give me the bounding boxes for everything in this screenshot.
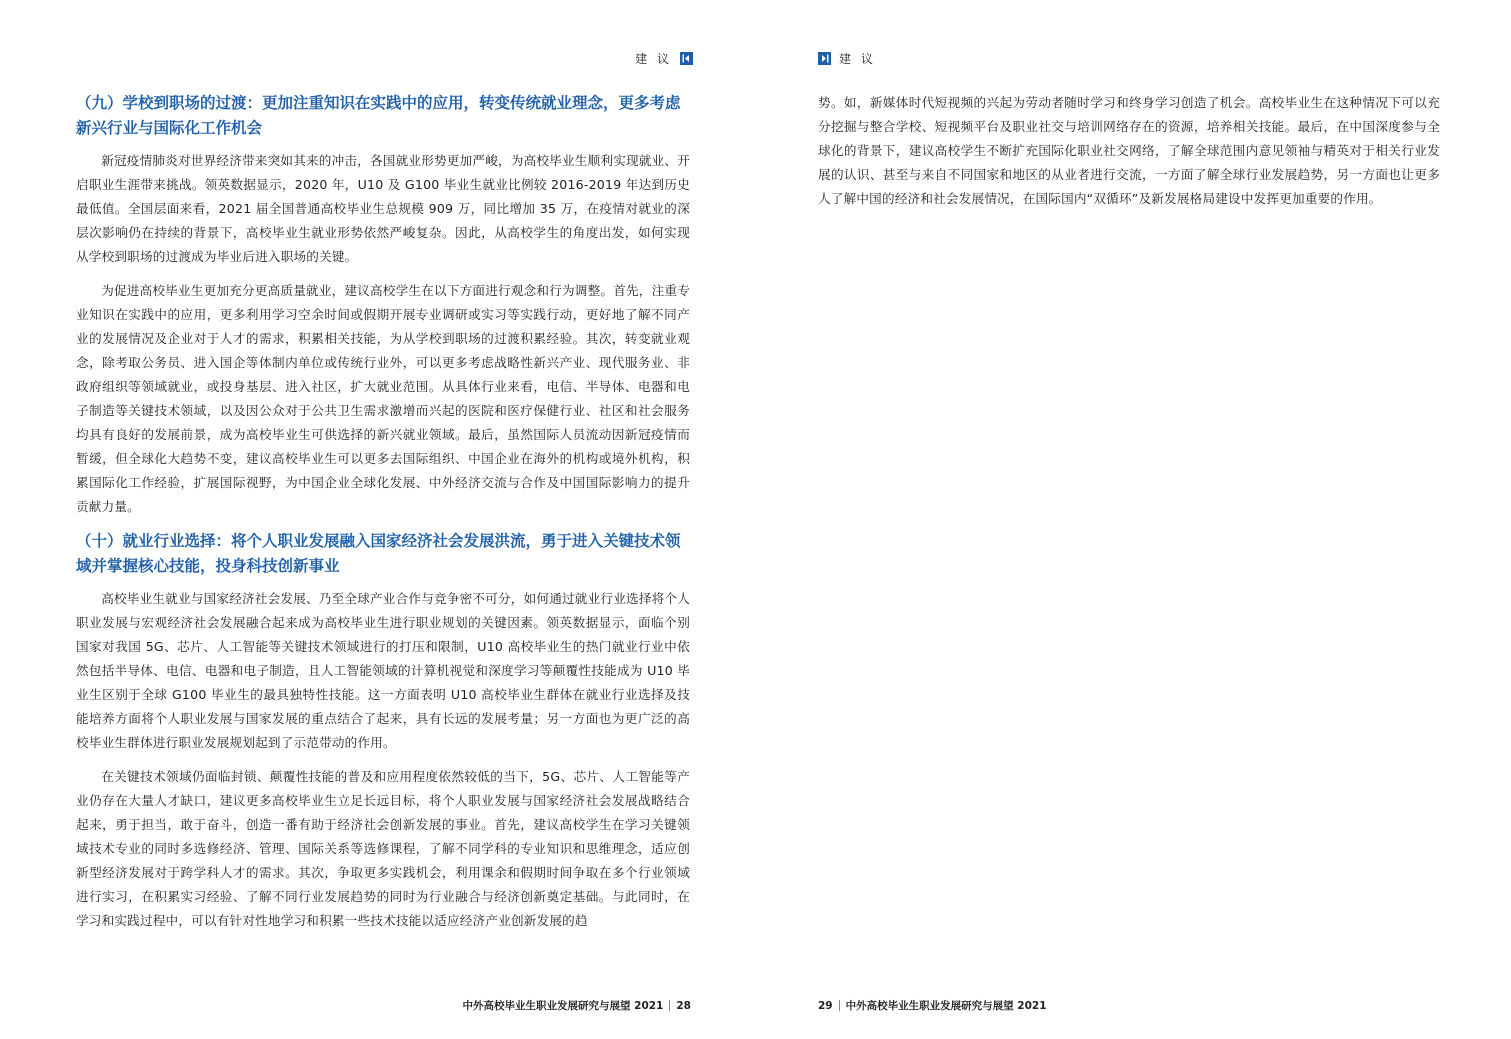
left-section-tag (635, 50, 693, 67)
paragraph-4: 在关键技术领域仍面临封锁、颠覆性技能的普及和应用程度依然较低的当下，5G、芯片、人工智能等产业仍存在大量人才缺口，建议更多高校毕业生立足长远目标，将个人职业发展与国家经济社会发展战略结合起来，勇于担当，敢于奋斗，创造一番有助于经济社会创新发展的事业。首先，建议高校学生在学习关键领域技术专业的同时多选修经济、管理、国际关系等选修课程，了解不同学科的专业知识和思维理念，适应创新型经济发展对于跨学科人才的需求。其次，争取更多实践机会，利用课余和假期时间争取在多个行业领域进行实习，在积累实习经验、了解不同行业发展趋势的同时为行业融合与经济创新奠定基础。与此同时，在学习和实践过程中，可以有针对性地学习和积累一些技术技能以适应经济产业创新发展的趋 (76, 769, 690, 928)
heading-section-10: （十）就业行业选择：将个人职业发展融入国家经济社会发展洪流，勇于进入关键技术领域并掌握核心技能，投身科技创新事业 (76, 532, 681, 575)
right-section-label: 建 议 (839, 52, 876, 66)
right-page (755, 0, 1511, 1039)
right-page-number: 29 (818, 999, 833, 1012)
paragraph-3: 高校毕业生就业与国家经济社会发展、乃至全球产业合作与竞争密不可分，如何通过就业行业选择将个人职业发展与宏观经济社会发展融合起来成为高校毕业生进行职业规划的关键因素。领英数据显示，面临个别国家对我国 5G、芯片、人工智能等关键技术领域进行的打压和限制，U10 高校毕业生的热门就业行业中依然包括半导体、电信、电器和电子制造，且人工智能领域的计算机视觉和深度学习等颠覆性技能成为 U10 毕业生区别于全球 G100 毕业生的最具独特性技能。这一方面表明 U10 高校毕业生群体在就业行业选择及技能培养方面将个人职业发展与国家发展的重点结合了起来，具有长远的发展考量；另一方面也为更广泛的高校毕业生群体进行职业发展规划起到了示范带动的作用。 (76, 591, 690, 750)
arrow-left-icon (680, 52, 693, 65)
left-column (76, 91, 690, 943)
left-page-number: 28 (676, 999, 691, 1012)
paragraph-2: 为促进高校毕业生更加充分更高质量就业，建议高校学生在以下方面进行观念和行为调整。首先，注重专业知识在实践中的应用，更多利用学习空余时间或假期开展专业调研或实习等实践行动，更好地了解不同产业的发展情况及企业对于人才的需求，积累相关技能，为从学校到职场的过渡积累经验。其次，转变就业观念，除考取公务员、进入国企等体制内单位或传统行业外，可以更多考虑战略性新兴产业、现代服务业、非政府组织等领域就业，或投身基层、进入社区，扩大就业范围。从具体行业来看，电信、半导体、电器和电子制造等关键技术领域，以及因公众对于公共卫生需求激增而兴起的医院和医疗保健行业、社区和社会服务均具有良好的发展前景，成为高校毕业生可供选择的新兴就业领域。最后，虽然国际人员流动因新冠疫情而暂缓，但全球化大趋势不变，建议高校毕业生可以更多去国际组织、中国企业在海外的机构或境外机构，积累国际化工作经验，扩展国际视野，为中国企业全球化发展、中外经济交流与合作及中国国际影响力的提升贡献力量。 (76, 283, 690, 514)
right-footer-title: 中外高校毕业生职业发展研究与展望 2021 (845, 1000, 1047, 1012)
footer-divider (669, 1000, 670, 1011)
right-footer (818, 998, 1047, 1013)
left-section-label: 建 议 (635, 52, 672, 66)
right-section-tag (818, 50, 876, 67)
heading-section-9: （九）学校到职场的过渡：更加注重知识在实践中的应用，转变传统就业理念，更多考虑新兴行业与国际化工作机会 (76, 94, 681, 137)
left-footer-title: 中外高校毕业生职业发展研究与展望 2021 (462, 1000, 664, 1012)
right-column (818, 91, 1440, 221)
left-page (0, 0, 755, 1039)
footer-divider (839, 1000, 840, 1011)
paragraph-1: 新冠疫情肺炎对世界经济带来突如其来的冲击，各国就业形势更加严峻，为高校毕业生顺利实现就业、开启职业生涯带来挑战。领英数据显示，2020 年，U10 及 G100 毕业生就业比例较 2016-2019 年达到历史最低值。全国层面来看，2021 届全国普通高校毕业生总规模 909 万，同比增加 35 万，在疫情对就业的深层次影响仍在持续的背景下，高校毕业生就业形势依然严峻复杂。因此，从高校学生的角度出发，如何实现从学校到职场的过渡成为毕业后进入职场的关键。 (76, 153, 690, 264)
paragraph-continued: 势。如，新媒体时代短视频的兴起为劳动者随时学习和终身学习创造了机会。高校毕业生在这种情况下可以充分挖掘与整合学校、短视频平台及职业社交与培训网络存在的资源，培养相关技能。最后，在中国深度参与全球化的背景下，建议高校学生不断扩充国际化职业社交网络，了解全球范围内意见领袖与精英对于相关行业发展的认识、甚至与来自不同国家和地区的从业者进行交流，一方面了解全球行业发展趋势，另一方面也让更多人了解中国的经济和社会发展情况，在国际国内“双循环”及新发展格局建设中发挥更加重要的作用。 (818, 95, 1440, 206)
arrow-right-icon (818, 52, 831, 65)
left-footer (462, 998, 691, 1013)
